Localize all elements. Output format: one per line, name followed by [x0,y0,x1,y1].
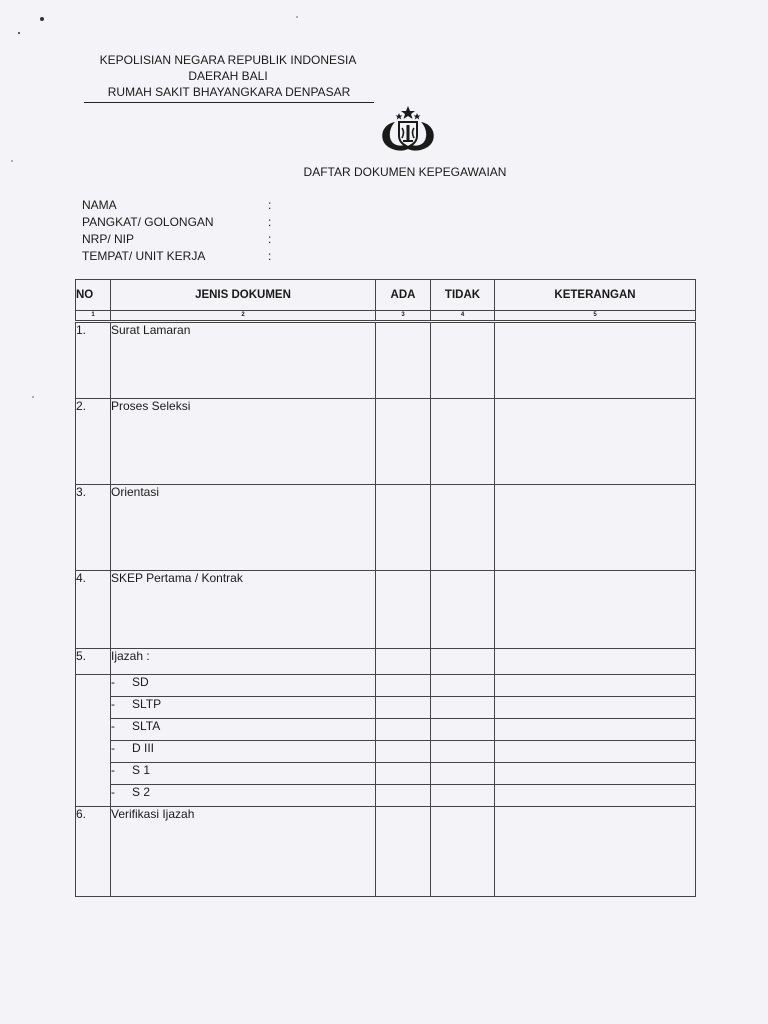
keterangan-cell[interactable] [495,697,696,719]
field-label: PANGKAT/ GOLONGAN [82,215,214,229]
ijazah-dash: - [111,785,115,799]
header-tidak: TIDAK [431,280,495,311]
field-colon: : [268,249,272,263]
column-number: 1 [76,311,111,322]
scan-speck [18,32,20,34]
ijazah-subrow [76,763,696,785]
field-label: TEMPAT/ UNIT KERJA [82,249,206,263]
letterhead [88,52,368,103]
ijazah-item [111,785,376,807]
ijazah-label: SD [132,675,149,689]
ijazah-label: S 1 [132,763,151,777]
ijazah-label: S 2 [132,785,151,799]
employee-fields [82,197,272,265]
tidak-cell[interactable] [431,719,495,741]
ijazah-dash: - [111,719,115,733]
row-document-name: Ijazah : [111,649,376,675]
table-row [76,649,696,675]
ijazah-item [111,763,376,785]
ijazah-label: SLTA [132,719,161,733]
table-row [76,807,696,897]
tidak-cell[interactable] [431,322,495,399]
field-label: NRP/ NIP [82,232,135,246]
ijazah-item [111,697,376,719]
field-label: NAMA [82,198,117,212]
row-document-name: Verifikasi Ijazah [111,807,376,897]
keterangan-cell[interactable] [495,763,696,785]
row-number: 4. [76,571,111,649]
column-number: 4 [431,311,495,322]
ijazah-dash: - [111,697,115,711]
document-title: DAFTAR DOKUMEN KEPEGAWAIAN [303,165,507,179]
tidak-cell[interactable] [431,697,495,719]
field-tempat [82,248,272,265]
column-number-row [76,311,696,322]
ada-cell[interactable] [376,741,431,763]
row-number: 1. [76,322,111,399]
table-row [76,571,696,649]
tidak-cell[interactable] [431,741,495,763]
field-colon: : [268,232,272,246]
keterangan-cell[interactable] [495,485,696,571]
header-jenis-dokumen: JENIS DOKUMEN [111,280,376,311]
keterangan-cell[interactable] [495,719,696,741]
header-ada: ADA [376,280,431,311]
keterangan-cell[interactable] [495,322,696,399]
table-row [76,399,696,485]
column-number: 5 [495,311,696,322]
ijazah-item [111,741,376,763]
ijazah-label: SLTP [132,697,162,711]
ijazah-label: D III [132,741,155,755]
row-number: 6. [76,807,111,897]
ada-cell[interactable] [376,807,431,897]
column-number: 3 [376,311,431,322]
ada-cell[interactable] [376,719,431,741]
letterhead-line-3: RUMAH SAKIT BHAYANGKARA DENPASAR [84,84,374,103]
ijazah-dash: - [111,675,115,689]
tidak-cell[interactable] [431,675,495,697]
row-document-name: Surat Lamaran [111,322,376,399]
header-no: NO [76,280,111,311]
letterhead-line-2: DAERAH BALI [188,69,268,83]
letterhead-line-1: KEPOLISIAN NEGARA REPUBLIK INDONESIA [99,53,357,67]
ada-cell[interactable] [376,322,431,399]
keterangan-cell[interactable] [495,649,696,675]
ijazah-dash: - [111,763,115,777]
row-document-name: SKEP Pertama / Kontrak [111,571,376,649]
row-document-name: Orientasi [111,485,376,571]
column-number: 2 [111,311,376,322]
ijazah-item [111,675,376,697]
ada-cell[interactable] [376,675,431,697]
ijazah-no-cell [76,675,111,807]
header-keterangan: KETERANGAN [495,280,696,311]
tidak-cell[interactable] [431,785,495,807]
keterangan-cell[interactable] [495,571,696,649]
ada-cell[interactable] [376,649,431,675]
row-number: 2. [76,399,111,485]
ijazah-item [111,719,376,741]
ada-cell[interactable] [376,399,431,485]
field-nrp [82,231,272,248]
keterangan-cell[interactable] [495,741,696,763]
document-checklist-table [75,279,696,897]
tidak-cell[interactable] [431,763,495,785]
ada-cell[interactable] [376,571,431,649]
ijazah-subrow [76,675,696,697]
ada-cell[interactable] [376,485,431,571]
tidak-cell[interactable] [431,485,495,571]
scan-speck [11,160,13,162]
tidak-cell[interactable] [431,649,495,675]
keterangan-cell[interactable] [495,399,696,485]
ada-cell[interactable] [376,697,431,719]
keterangan-cell[interactable] [495,807,696,897]
ijazah-subrow [76,719,696,741]
row-number: 5. [76,649,111,675]
tidak-cell[interactable] [431,399,495,485]
ada-cell[interactable] [376,785,431,807]
table-header-row [76,280,696,311]
table-row [76,322,696,399]
row-number: 3. [76,485,111,571]
ijazah-subrow [76,697,696,719]
field-colon: : [268,198,272,212]
ada-cell[interactable] [376,763,431,785]
field-nama [82,197,272,214]
ijazah-dash: - [111,741,115,755]
police-emblem-icon [377,104,439,156]
row-document-name: Proses Seleksi [111,399,376,485]
table-row [76,485,696,571]
ijazah-subrow [76,741,696,763]
tidak-cell[interactable] [431,807,495,897]
ijazah-subrow [76,785,696,807]
scan-speck [296,16,298,18]
keterangan-cell[interactable] [495,785,696,807]
field-colon: : [268,215,272,229]
scan-speck [32,396,34,398]
keterangan-cell[interactable] [495,675,696,697]
field-pangkat [82,214,272,231]
scan-speck [40,17,44,21]
tidak-cell[interactable] [431,571,495,649]
